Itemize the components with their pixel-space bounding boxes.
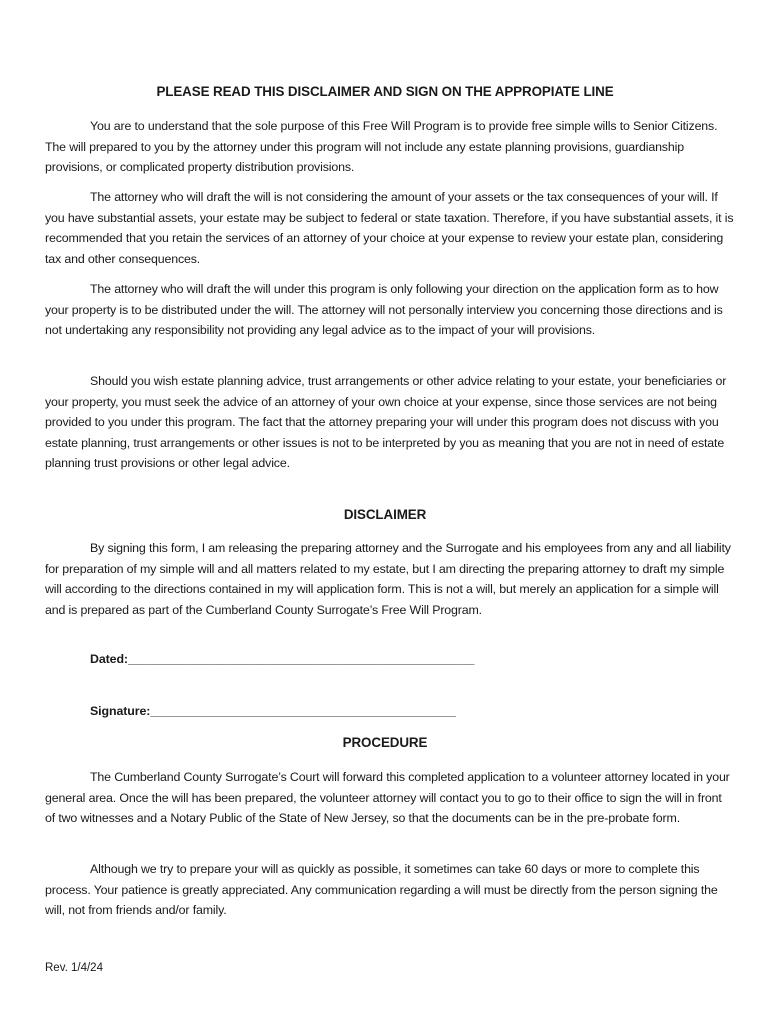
procedure-heading: PROCEDURE bbox=[342, 735, 428, 750]
procedure-paragraph-1: The Cumberland County Surrogate’s Court will forward this completed application to a volunteer attorney located in your general area. Once the will has been prepared, the volunteer attorney will contact you to go to their office to sign the will in front of two witnesses and a Notary Public of the State of New Jersey, so that the documents can be in the pre-probate form. bbox=[45, 770, 730, 825]
signature-field[interactable]: Signature:_____________________________________________ bbox=[90, 704, 456, 718]
intro-paragraph-2: The attorney who will draft the will is not considering the amount of your assets or the tax consequences of your will. If you have substantial assets, your estate may be subject to federal or state taxation. Therefore, if you have substantial assets, it is recommended that you retain the services of an attorney of your choice at your expense to review your estate plan, considering tax and other consequences. bbox=[45, 190, 734, 266]
intro-paragraph-3: The attorney who will draft the will under this program is only following your direction on the application form as to how your property is to be distributed under the will. The attorney will not personally interview you concerning those directions and is not undertaking any responsibility not providing any legal advice as to the impact of your will provisions. bbox=[45, 282, 723, 337]
disclaimer-text: By signing this form, I am releasing the preparing attorney and the Surrogate and his employees from any and all liability for preparation of my simple will and all matters related to my estate, but I am directing the preparing attorney to draft my simple will according to the directions contained in my will application form. This is not a will, but merely an application for a simple will and is prepared as part of the Cumberland County Surrogate’s Free Will Program. bbox=[45, 541, 731, 617]
page-title: PLEASE READ THIS DISCLAIMER AND SIGN ON THE APPROPIATE LINE bbox=[156, 84, 614, 99]
intro-paragraph-4: Should you wish estate planning advice, trust arrangements or other advice relating to your estate, your beneficiaries or your property, you must seek the advice of an attorney of your own choice at your expense, since those services are not being provided to you under this program. The fact that the attorney preparing your will under this program does not discuss with you estate planning, trust arrangements or other issues is not to be interpreted by you as meaning that you are not in need of estate planning trust provisions or other legal advice. bbox=[45, 374, 727, 470]
revision-date: Rev. 1/4/24 bbox=[45, 962, 103, 974]
procedure-paragraph-2: Although we try to prepare your will as quickly as possible, it sometimes can take 60 days or more to complete this process. Your patience is greatly appreciated. Any communication regarding a will must be directly from the person signing the will, not from friends and/or family. bbox=[45, 862, 718, 917]
disclaimer-heading: DISCLAIMER bbox=[343, 507, 427, 522]
dated-field[interactable]: Dated:___________________________________________________ bbox=[90, 652, 475, 666]
intro-paragraph-1: You are to understand that the sole purpose of this Free Will Program is to provide free simple wills to Senior Citizens. The will prepared to you by the attorney under this program will not include any estate planning provisions, guardianship provisions, or complicated property distribution provisions. bbox=[45, 119, 718, 174]
